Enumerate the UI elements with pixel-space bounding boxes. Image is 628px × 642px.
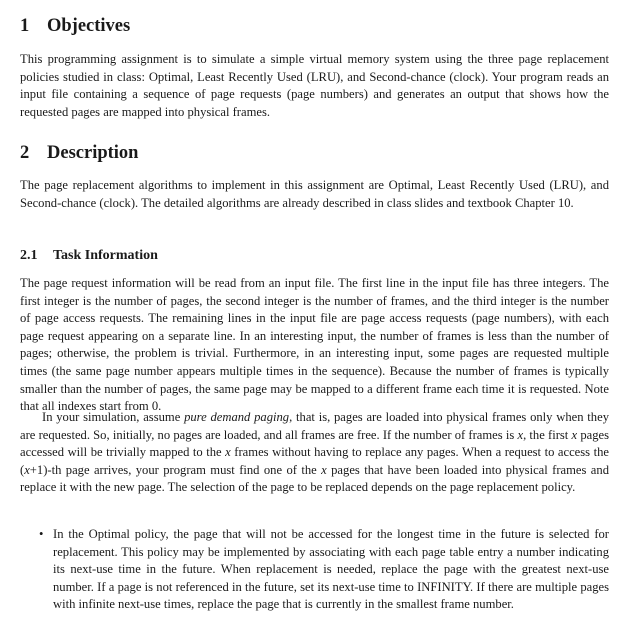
section-heading-objectives — [20, 15, 130, 37]
math-variable-x: x — [225, 445, 231, 460]
policy-bullet-list — [20, 526, 609, 614]
task-information-paragraph-2 — [20, 409, 609, 497]
list-item-text: In the Optimal policy, the page that will not be accessed for the longest time in the future is selected for replacement. This policy may be implemented by associating with each page table entry a number indicating its next-use time in the future. When replacement is needed, replace the page with the greatest next-use number. If a page is not referenced in the future, set its next-use time to INFINITY. If there are multiple pages with infinite next-use times, replace the page that is currently in the smallest frame number. — [53, 527, 609, 612]
task-information-paragraph-1: The page request information will be read from an input file. The first line in the input file has three integers. The first integer is the number of pages, the second integer is the number of frames, and the third integer is the number of page access requests. The remaining lines in the input file are page access requests (page numbers), with each page request appearing on a separate line. In an interesting input, the number of frames is less than the number of pages; otherwise, the problem is trivial. Furthermore, in an interesting input, some pages are requested multiple times (the same page number appears multiple times in the sequence). Because the number of frames is typically smaller than the number of pages, the same page may be mapped to a different frame each time it is requested. Note that all indexes start from 0. — [20, 276, 609, 414]
subsection-number: 2.1 — [20, 248, 38, 263]
text-run: +1)-th page arrives, your program must find one of the — [29, 462, 322, 477]
bullet-icon: • — [39, 527, 44, 541]
math-variable-x: x — [571, 427, 578, 442]
description-paragraph: The page replacement algorithms to implement in this assignment are Optimal, Least Recently Used (LRU), and Second-chance (clock). The detailed algorithms are already described in class slides and textbook Chapter 10. — [20, 178, 609, 210]
section-number: 1 — [20, 16, 30, 36]
section-title: Description — [47, 143, 139, 163]
math-variable-x: x — [24, 462, 30, 477]
text-run: pages accessed will be trivially mapped to the — [20, 427, 609, 460]
text-run: frames without having to replace any pages. When a request to access the ( — [20, 445, 609, 477]
text-run: , the first — [523, 427, 572, 442]
subsection-title: Task Information — [53, 248, 158, 263]
text-run: In your simulation, assume — [42, 410, 185, 424]
list-item-optimal-policy — [20, 526, 609, 614]
section-heading-description — [20, 142, 138, 164]
math-variable-x: x — [321, 462, 327, 477]
emphasis-pure-demand-paging: pure demand paging — [184, 410, 290, 424]
text-run: , that is, pages are loaded into physical frames only when they are requested. So, initially, no pages are loaded, and all frames are free. If the number of frames is — [20, 410, 609, 442]
section-number: 2 — [20, 143, 30, 163]
section-title: Objectives — [47, 16, 131, 36]
objectives-paragraph: This programming assignment is to simulate a simple virtual memory system using the three page replacement policies studied in class: Optimal, Least Recently Used (LRU), and Second-chance (clock). Your program reads an input file containing a sequence of page requests (page numbers) and generates an output that shows how the requested pages are mapped into physical frames. — [20, 52, 609, 119]
subsection-heading-task-information — [20, 247, 158, 265]
text-run: pages that have been loaded into physical frames and replace it with the new page. The selection of the page to be replaced depends on the page replacement policy. — [20, 462, 609, 495]
math-variable-x: x — [517, 427, 524, 442]
